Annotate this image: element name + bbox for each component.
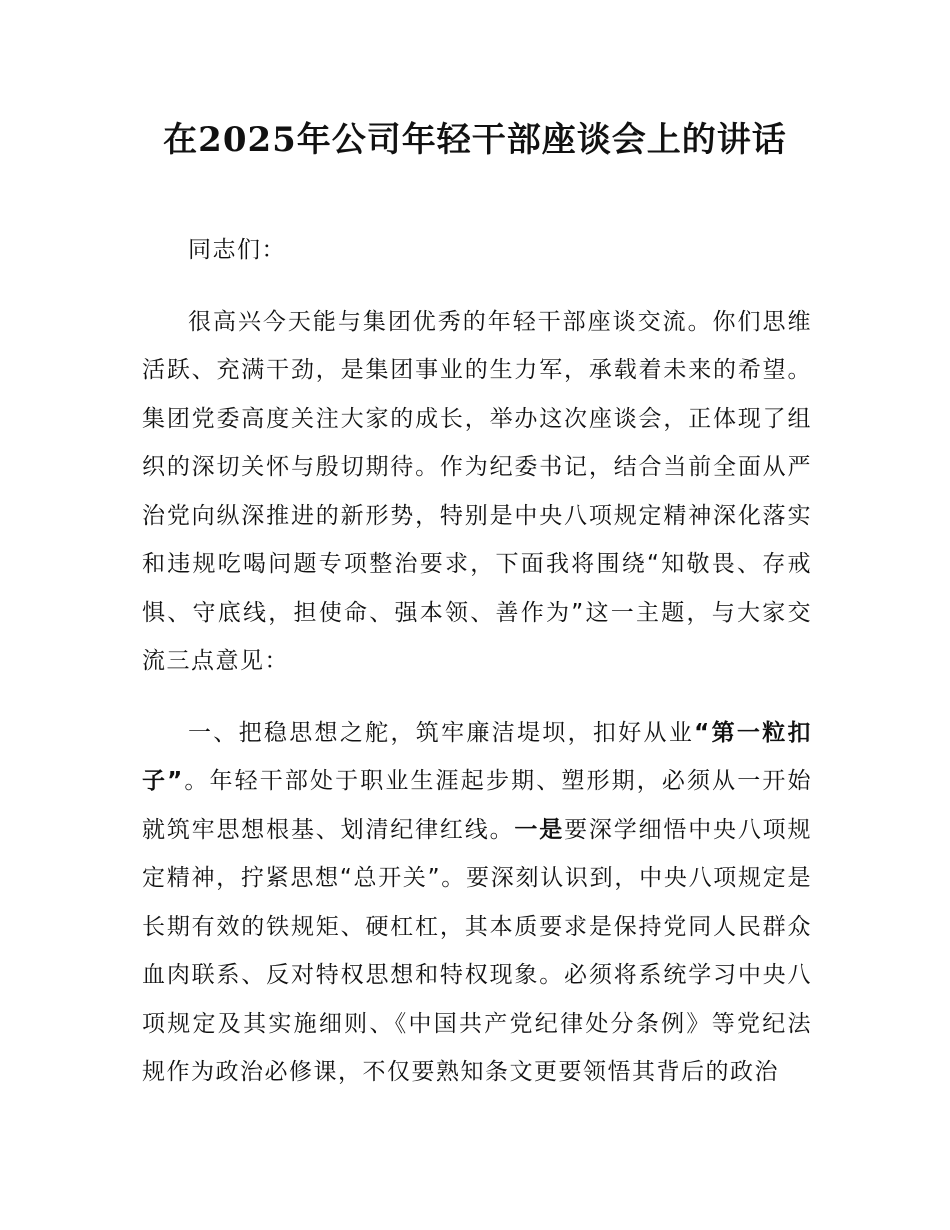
document-title: 在2025年公司年轻干部座谈会上的讲话 [163, 120, 787, 160]
intro-paragraph: 很高兴今天能与集团优秀的年轻干部座谈交流。你们思维活跃、充满干劲，是集团事业的生力军，承载着未来的希望。集团党委高度关注大家的成长，举办这次座谈会，正体现了组织的深切关怀与殷切期待。作为纪委书记，结合当前全面从严治党向纵深推进的新形势，特别是中央八项规定精神深化落实和违规吃喝问题专项整治要求，下面我将围绕“知敬畏、存戒惧、守底线，担使命、强本领、善作为”这一主题，与大家交流三点意见： [142, 308, 812, 674]
section-1-heading-emphasis: “第一粒扣子” [142, 719, 813, 794]
document-body [142, 226, 812, 1097]
section-1-paragraph [142, 709, 812, 1097]
section-1-text-a: 。年轻干部处于职业生涯起步期、塑形期，必须从一开始就筑牢思想根基、划清纪律红线。 [142, 768, 812, 843]
point-label-one: 一是 [514, 816, 565, 843]
salutation: 同志们： [188, 237, 286, 263]
section-1-heading: 一、把稳思想之舵，筑牢廉洁堤坝，扣好从业 [188, 719, 695, 746]
section-1-text-b: 要深学细悟中央八项规定精神，拧紧思想“总开关”。要深刻认识到，中央八项规定是长期有效的铁规矩、硬杠杠，其本质要求是保持党同人民群众血肉联系、反对特权思想和特权现象。必须将系统学习中央八项规定及其实施细则、《中国共产党纪律处分条例》等党纪法规作为政治必修课，不仅要熟知条文更要领悟其背后的政治 [142, 816, 813, 1085]
